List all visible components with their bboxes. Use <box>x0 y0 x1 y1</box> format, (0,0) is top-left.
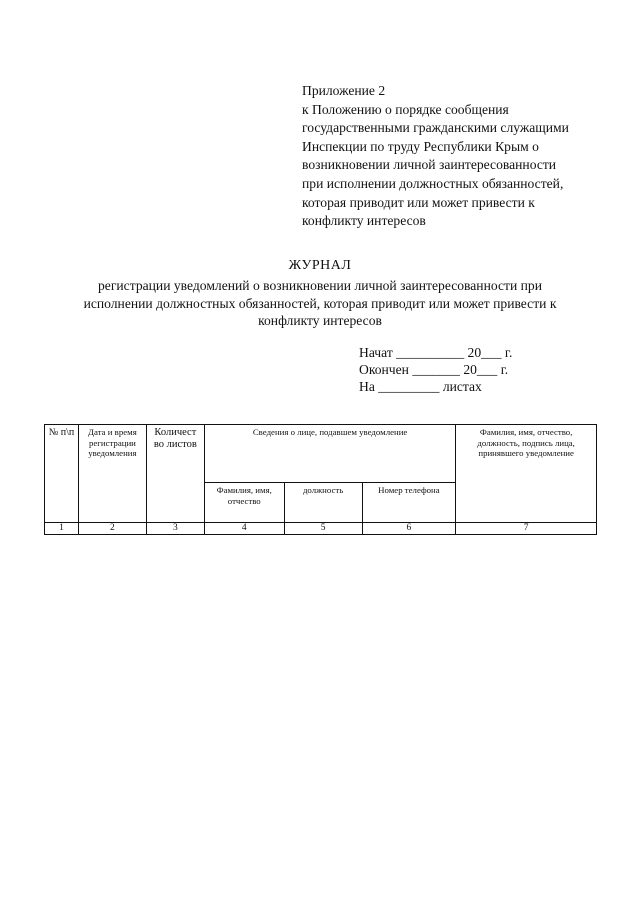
sheets-count-line: На _________ листах <box>359 379 482 394</box>
column-number-cell: 3 <box>146 523 204 535</box>
registration-table <box>44 424 597 535</box>
header-position: должность <box>284 483 362 523</box>
column-number-cell: 5 <box>284 523 362 535</box>
journal-dates <box>359 344 512 395</box>
appendix-line: к Положению о порядке сообщения <box>302 101 509 117</box>
journal-subtitle-line: исполнении должностных обязанностей, которая приводит или может привести к <box>83 295 557 311</box>
column-number-cell: 6 <box>362 523 456 535</box>
header-receiver: Фамилия, имя, отчество, должность, подпись лица, принявшего уведомление <box>456 425 597 523</box>
started-date-line: Начат __________ 20___ г. <box>359 345 513 360</box>
appendix-block <box>302 82 622 231</box>
appendix-line: Инспекции по труду Республики Крым о <box>302 138 539 154</box>
header-number: № п\п <box>45 425 79 523</box>
column-number-cell: 1 <box>45 523 79 535</box>
journal-subtitle-line: регистрации уведомлений о возникновении личной заинтересованности при <box>98 278 542 293</box>
header-phone: Номер телефона <box>362 483 456 523</box>
header-sheets-count: Количест во листов <box>146 425 204 523</box>
header-date: Дата и время регистрации уведомления <box>78 425 146 523</box>
appendix-line: при исполнении должностных обязанностей, <box>302 175 564 191</box>
appendix-line: возникновении личной заинтересованности <box>302 157 557 173</box>
column-number-cell: 2 <box>78 523 146 535</box>
appendix-line: которая приводит или может привести к <box>302 194 535 210</box>
header-fio: Фамилия, имя, отчество <box>204 483 284 523</box>
journal-subtitle-line: конфликту интересов <box>258 313 382 328</box>
journal-subtitle <box>0 277 640 330</box>
appendix-line: государственными гражданскими служащими <box>302 120 569 136</box>
column-number-cell: 7 <box>456 523 597 535</box>
journal-title: ЖУРНАЛ <box>288 258 352 273</box>
appendix-line: Приложение 2 <box>302 83 386 98</box>
appendix-line: конфликту интересов <box>302 213 426 229</box>
header-person-info: Сведения о лице, подавшем уведомление <box>204 425 455 483</box>
column-number-cell: 4 <box>204 523 284 535</box>
ended-date-line: Окончен _______ 20___ г. <box>359 362 509 377</box>
